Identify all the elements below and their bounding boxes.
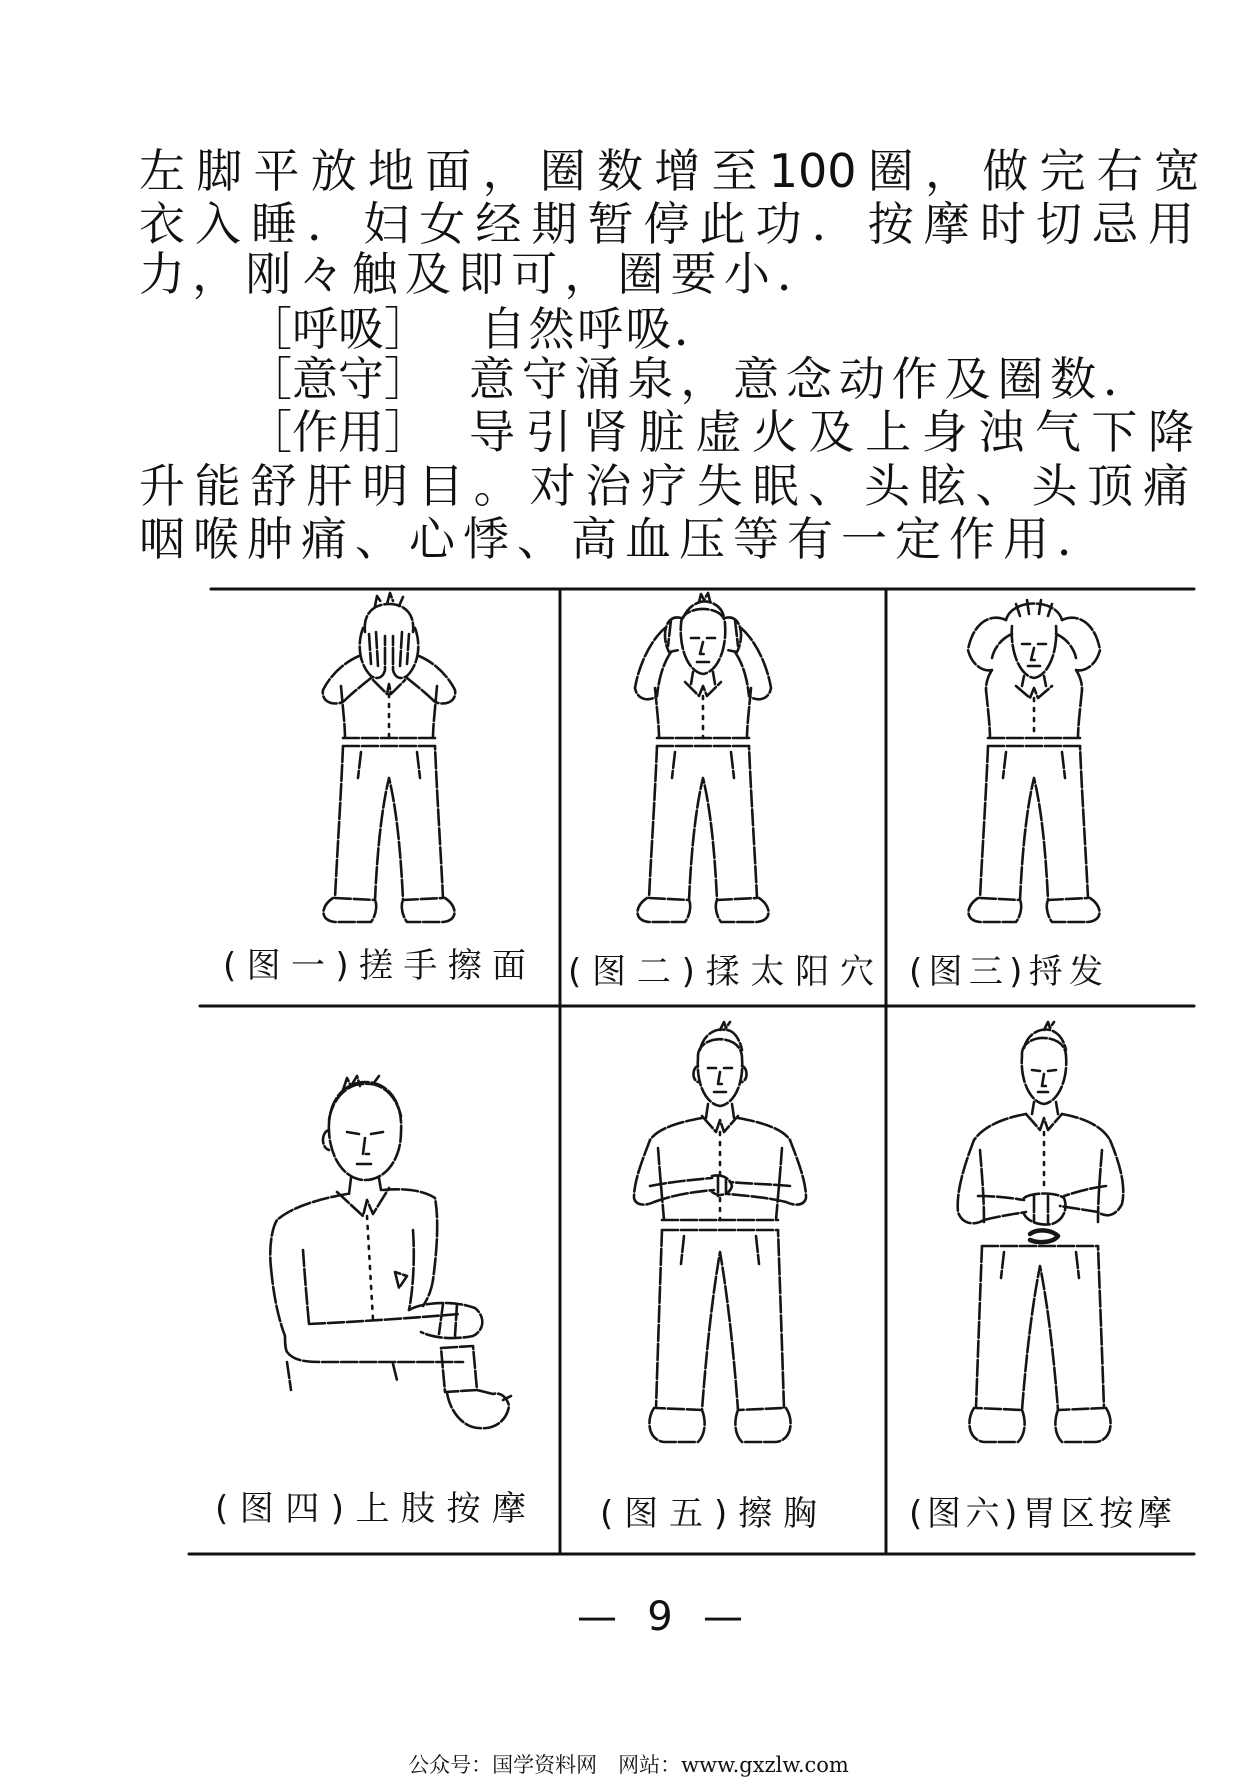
- section-text-effect: 导引肾脏虚火及上身浊气下降: [469, 405, 1194, 459]
- section-text-focus: 意守涌泉，意念动作及圈数．: [469, 352, 1149, 406]
- figure-1-illustration: [323, 593, 455, 922]
- figure-3-shoes: [969, 898, 1100, 922]
- section-label-effect: ［作用］: [246, 405, 430, 459]
- body-line-1: 左脚平放地面，圈数增至100圈，做完右宽: [139, 144, 1200, 198]
- figure-6-face: [1032, 1070, 1056, 1092]
- figure-5-trousers: [656, 1230, 784, 1410]
- figure-4-arrow-mark: [395, 1272, 407, 1288]
- figure-4-caption: (图四)上肢按摩: [215, 1489, 526, 1529]
- figure-6-hands: [1024, 1194, 1066, 1225]
- figure-1-shoes: [324, 898, 455, 922]
- figure-4-buttons: [367, 1216, 373, 1320]
- figure-1-collar: [373, 680, 405, 694]
- figure-1-hands: [360, 628, 419, 678]
- figure-2-illustration: [635, 593, 771, 922]
- figure-4-rubbing-hand: [409, 1303, 482, 1338]
- figure-5-collar: [702, 1104, 738, 1132]
- figure-4-right-arm: [409, 1230, 433, 1310]
- figure-2-collar: [685, 672, 721, 696]
- section-text-breathing: 自然呼吸．: [480, 302, 720, 356]
- section-label-breathing: ［呼吸］: [246, 302, 430, 356]
- figure-6-shoes: [969, 1408, 1110, 1442]
- figure-1-trousers: [335, 746, 443, 900]
- figure-2-shoes: [638, 898, 769, 922]
- figure-1-caption: (图一)搓手擦面: [223, 946, 526, 986]
- figure-4-waist: [287, 1362, 397, 1390]
- figure-5-illustration: [634, 1022, 806, 1442]
- figure-2-hair: [683, 593, 724, 618]
- figure-2-trousers: [649, 746, 757, 900]
- figure-5-hands: [712, 1175, 732, 1196]
- figure-3-hands: [1006, 600, 1062, 620]
- figure-3-trousers: [980, 746, 1088, 900]
- figure-4-illustration: [270, 1076, 511, 1428]
- section-label-focus: ［意守］: [246, 352, 430, 406]
- figure-2-caption: (图二)揉太阳穴: [568, 952, 874, 992]
- figure-5-caption: (图五)擦胸: [600, 1494, 817, 1534]
- body-line-3: 力，刚々触及即可，圈要小．: [139, 247, 823, 301]
- figure-6-lower-hand: [1030, 1230, 1058, 1242]
- figure-6-head: [1022, 1038, 1067, 1104]
- figure-4-hanging-hand: [447, 1390, 511, 1428]
- body-line-5: 咽喉肿痛、心悸、高血压等有一定作用．: [139, 512, 1103, 566]
- page-number: — 9 —: [577, 1594, 743, 1640]
- figure-4-cuff: [441, 1346, 477, 1392]
- figure-6-caption: (图六)胃区按摩: [909, 1494, 1172, 1534]
- figure-5-shoes: [649, 1408, 790, 1442]
- body-line-4: 升能舒肝明目。对治疗失眠、头眩、头顶痛: [139, 459, 1189, 513]
- figure-6-collar: [1026, 1102, 1062, 1130]
- figure-6-hair: [1024, 1022, 1066, 1050]
- figure-2-face: [691, 638, 715, 662]
- figure-3-illustration: [968, 600, 1100, 922]
- figure-4-collar: [337, 1178, 389, 1216]
- figure-3-face: [1022, 644, 1046, 666]
- figure-3-caption: (图三)捋发: [909, 952, 1103, 992]
- figure-1-hair: [365, 593, 413, 632]
- body-line-2: 衣入睡．妇女经期暂停此功．按摩时切忌用: [139, 197, 1194, 251]
- footer-source-line: 公众号：国学资料网 网站：www.gxzlw.com: [408, 1753, 849, 1777]
- figure-6-trousers: [976, 1246, 1104, 1410]
- figure-6-illustration: [958, 1022, 1124, 1442]
